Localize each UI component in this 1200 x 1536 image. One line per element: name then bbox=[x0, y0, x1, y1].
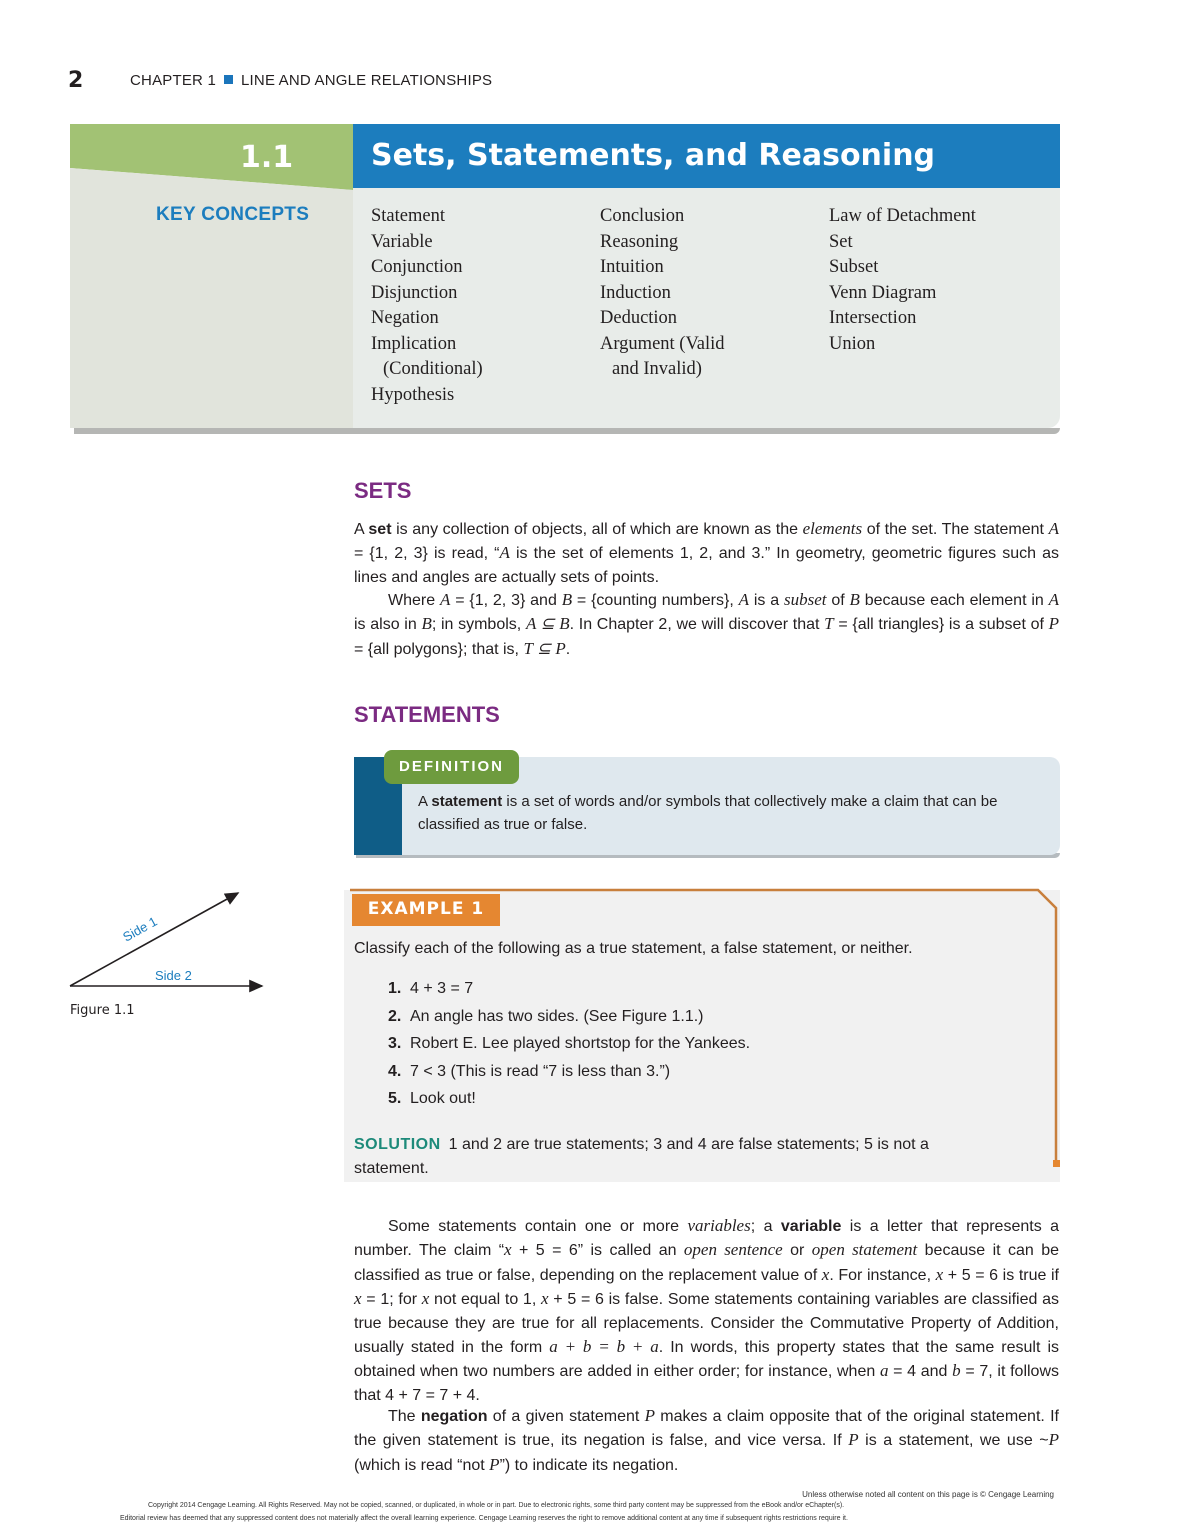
footer-editorial: Editorial review has deemed that any suppressed content does not materially affect the overall learning experience. Cengage Learning reserves the right to remove additional content at any time if subsequent rights restrictions require it. bbox=[120, 1515, 848, 1522]
key-concept: Argument (Valid bbox=[600, 333, 725, 354]
list-item: 4. 7 < 3 (This is read “7 is less than 3.”) bbox=[388, 1062, 671, 1080]
key-concepts-shadow bbox=[74, 428, 1060, 434]
section-title: Sets, Statements, and Reasoning bbox=[371, 138, 936, 173]
negation-paragraph: The negation of a given statement P makes a claim opposite that of the original statement. If the given statement is true, its negation is false, and vice versa. If P is a statement, we use ~P (which is read “not P”) to indicate its negation. bbox=[354, 1406, 1060, 1474]
ray-side-1 bbox=[70, 893, 238, 986]
example-prompt: Classify each of the following as a true statement, a false statement, or neither. bbox=[354, 940, 913, 957]
key-concept: Statement bbox=[371, 206, 445, 226]
key-concept: Set bbox=[829, 231, 853, 252]
key-concept: Union bbox=[829, 333, 876, 354]
key-concept: and Invalid) bbox=[612, 359, 702, 379]
key-concept: Disjunction bbox=[371, 282, 458, 303]
angle-figure bbox=[60, 880, 280, 1000]
key-concept: Deduction bbox=[600, 308, 678, 328]
list-item: 1. 4 + 3 = 7 bbox=[388, 980, 474, 997]
footer-copyright: Copyright 2014 Cengage Learning. All Rights Reserved. May not be copied, scanned, or duplicated, in whole or in part. Due to electronic rights, some third party content may be suppressed from the eBook and/or eChapter(s). bbox=[148, 1502, 845, 1509]
key-concept: Venn Diagram bbox=[829, 282, 937, 303]
key-concepts-column-1 bbox=[371, 204, 483, 408]
footer-credit: Unless otherwise noted all content on this page is © Cengage Learning bbox=[802, 1490, 1054, 1499]
example-list bbox=[388, 975, 750, 1113]
statements-heading: STATEMENTS bbox=[354, 702, 500, 727]
example-label: EXAMPLE 1 bbox=[367, 899, 485, 919]
list-item: 3. Robert E. Lee played shortstop for the Yankees. bbox=[388, 1035, 751, 1052]
side-1-label: Side 1 bbox=[120, 913, 160, 945]
key-concepts-column-2 bbox=[600, 204, 725, 383]
key-concept: (Conditional) bbox=[383, 359, 483, 379]
chapter-number: CHAPTER 1 bbox=[130, 72, 216, 89]
key-concept: Hypothesis bbox=[371, 384, 455, 405]
key-concept: Intersection bbox=[829, 308, 917, 328]
key-concepts-column-3 bbox=[829, 204, 976, 357]
key-concept: Conjunction bbox=[371, 257, 463, 277]
variables-paragraph: Some statements contain one or more variables; a variable is a letter that represents a number. The claim “x + 5 = 6” is called an open sentence or open statement because it can be classified as true or false, depending on the replacement value of x. For instance, x + 5 = 6 is true if x = 1; for x not equal to 1, x + 5 = 6 is false. Some statements containing variables are classified as true because they are true for all replacements. Consider the Commutative Property of Addition, usually stated in the form a + b = b + a. In words, this property states that the same result is obtained when two numbers are added in either order; for instance, when a = 4 and b = 7, it follows that 4 + 7 = 7 + 4. bbox=[354, 1216, 1060, 1404]
figure-caption: Figure 1.1 bbox=[70, 1003, 135, 1018]
definition-text: A statement is a set of words and/or symbols that collectively make a claim that can be classified as true or false. bbox=[418, 793, 998, 833]
sets-paragraph-1: A set is any collection of objects, all of which are known as the elements of the set. The statement A = {1, 2, 3} is read, “A is the set of elements 1, 2, and 3.” In geometry, geometric figures such as lines and angles are actually sets of points. bbox=[354, 519, 1059, 586]
chapter-running-head bbox=[130, 72, 492, 89]
key-concept: Negation bbox=[371, 308, 439, 328]
key-concepts-label: KEY CONCEPTS bbox=[156, 204, 310, 225]
key-concept: Induction bbox=[600, 282, 671, 303]
key-concept: Intuition bbox=[600, 257, 664, 277]
key-concept: Variable bbox=[371, 231, 433, 252]
solution-label: SOLUTION bbox=[354, 1136, 441, 1153]
side-2-label: Side 2 bbox=[155, 968, 192, 983]
definition-label: DEFINITION bbox=[399, 758, 504, 775]
key-concept: Subset bbox=[829, 257, 879, 277]
page-number: 2 bbox=[68, 68, 84, 93]
key-concept: Law of Detachment bbox=[829, 206, 976, 226]
section-number: 1.1 bbox=[240, 140, 294, 175]
solution bbox=[354, 1133, 994, 1180]
list-item: 2. An angle has two sides. (See Figure 1.1.) bbox=[388, 1007, 704, 1025]
section-banner-wedge bbox=[70, 124, 354, 190]
key-concept: Implication bbox=[371, 333, 457, 354]
key-concept: Reasoning bbox=[600, 231, 679, 252]
key-concept: Conclusion bbox=[600, 206, 685, 226]
list-item: 5. Look out! bbox=[388, 1090, 476, 1107]
solution-text: 1 and 2 are true statements; 3 and 4 are false statements; 5 is not a statement. bbox=[354, 1136, 929, 1177]
sets-paragraph-2: Where A = {1, 2, 3} and B = {counting numbers}, A is a subset of B because each element in A is also in B; in symbols, A ⊆ B. In Chapter 2, we will discover that T = {all triangles} is a subset of P = {all polygons}; that is, T ⊆ P. bbox=[354, 590, 1060, 658]
sets-heading: SETS bbox=[354, 478, 412, 503]
square-bullet-icon bbox=[224, 75, 233, 84]
chapter-title: LINE AND ANGLE RELATIONSHIPS bbox=[241, 72, 493, 89]
